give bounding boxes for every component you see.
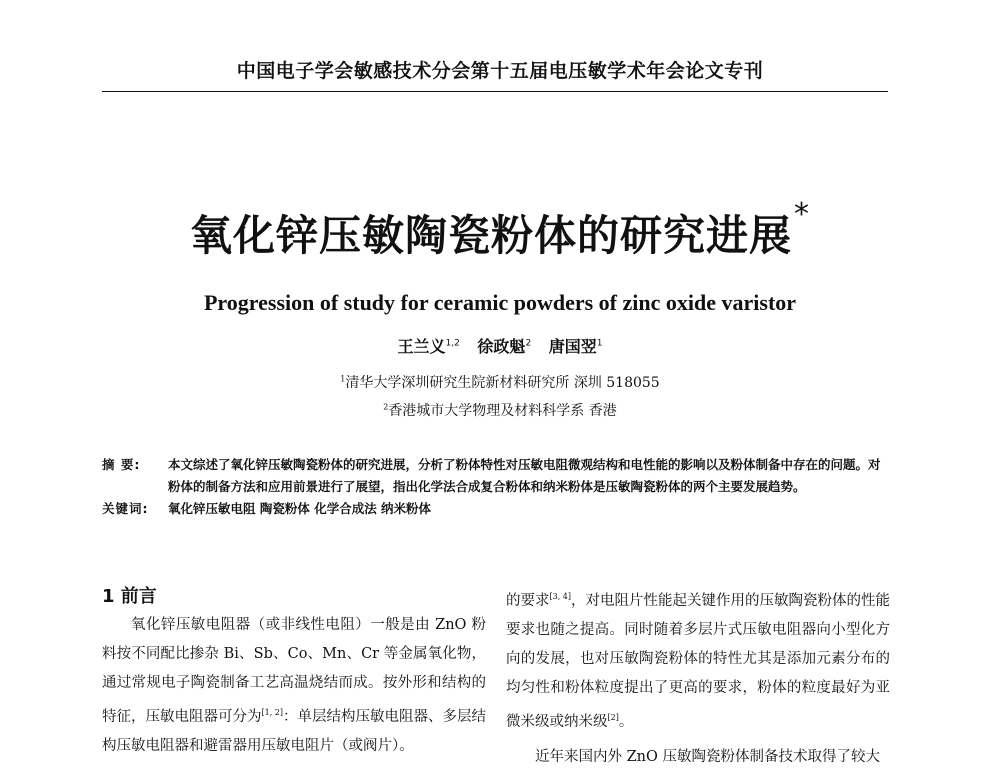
affiliation-2 [0, 400, 1000, 420]
author-affil-sup: 1,2 [445, 338, 460, 349]
author [398, 337, 460, 356]
body-column-right [506, 582, 890, 772]
paragraph-text: 氧化锌压敏电阻器（或非线性电阻）一般是由 ZnO 粉料按不同配比掺杂 Bi、Sb、Co、Mn、Cr 等金属氧化物，通过常规电子陶瓷制备工艺高温烧结而成。按外形和结构的特征，压敏电阻器可分为 [102, 617, 486, 725]
paper-title-cn [0, 197, 1000, 263]
journal-header: 中国电子学会敏感技术分会第十五届电压敏学术年会论文专刊 [236, 60, 764, 82]
keywords-text: 氧化锌压敏电阻 陶瓷粉体 化学合成法 纳米粉体 [168, 501, 432, 516]
header-rule [102, 91, 888, 92]
body-paragraph: 近年来国内外 ZnO 压敏陶瓷粉体制备技术取得了较大 [535, 748, 881, 765]
author-list [0, 334, 1000, 357]
author-name: 徐政魁 [477, 337, 526, 356]
body-column-left [102, 582, 486, 761]
author [549, 337, 603, 356]
affiliation-sup: 2 [383, 402, 389, 412]
citation: [1, 2] [261, 708, 284, 717]
author-name: 王兰义 [397, 337, 446, 356]
author-name: 唐国翌 [548, 337, 597, 356]
affiliation-text: 清华大学深圳研究生院新材料研究所 深圳 518055 [345, 375, 660, 391]
author-affil-sup: 2 [525, 338, 532, 349]
citation: [2] [607, 712, 619, 722]
paper-title-en: Progression of study for ceramic powders of zinc oxide varistor [203, 290, 797, 315]
abstract-row [102, 454, 892, 498]
title-footnote-star: * [794, 197, 810, 232]
body-paragraph [102, 611, 486, 761]
keywords-row [102, 498, 892, 520]
abstract-label: 摘 要: [102, 457, 141, 472]
author-affil-sup: 1 [596, 338, 603, 349]
paragraph-text: 。 [618, 713, 634, 730]
body-paragraph [506, 582, 890, 737]
abstract-text: 本文综述了氧化锌压敏陶瓷粉体的研究进展，分析了粉体特性对压敏电阻微观结构和电性能的影响以及粉体制备中存在的问题。对粉体的制备方法和应用前景进行了展望，指出化学法合成复合粉体和纳米粉体是压敏陶瓷粉体的两个主要发展趋势。 [168, 457, 881, 494]
paragraph-text: 的要求 [506, 592, 550, 609]
title-cn-text: 氧化锌压敏陶瓷粉体的研究进展 [189, 211, 792, 260]
author [477, 337, 531, 356]
affiliation-sup: 1 [340, 374, 346, 384]
paragraph-text: ，对电阻片性能起关键作用的压敏陶瓷粉体的性能要求也随之提高。同时随着多层片式压敏电阻器向小型化方向的发展，也对压敏陶瓷粉体的特性尤其是添加元素分布的均匀性和粉体粒度提出了更高的要求，粉体的粒度最好为亚微米级或纳米级 [506, 592, 891, 730]
abstract-block [102, 454, 892, 520]
affiliation-1 [0, 372, 1000, 392]
section-title: 1 前言 [102, 586, 157, 607]
keywords-label: 关键词: [102, 501, 149, 516]
affiliation-text: 香港城市大学物理及材料科学系 香港 [388, 403, 617, 419]
paragraph-text: ：单层结构压敏电阻器、多层结构压敏电阻器和避雷器用压敏电阻片（或阀片）。 [102, 708, 487, 754]
citation: [3, 4] [549, 592, 572, 601]
